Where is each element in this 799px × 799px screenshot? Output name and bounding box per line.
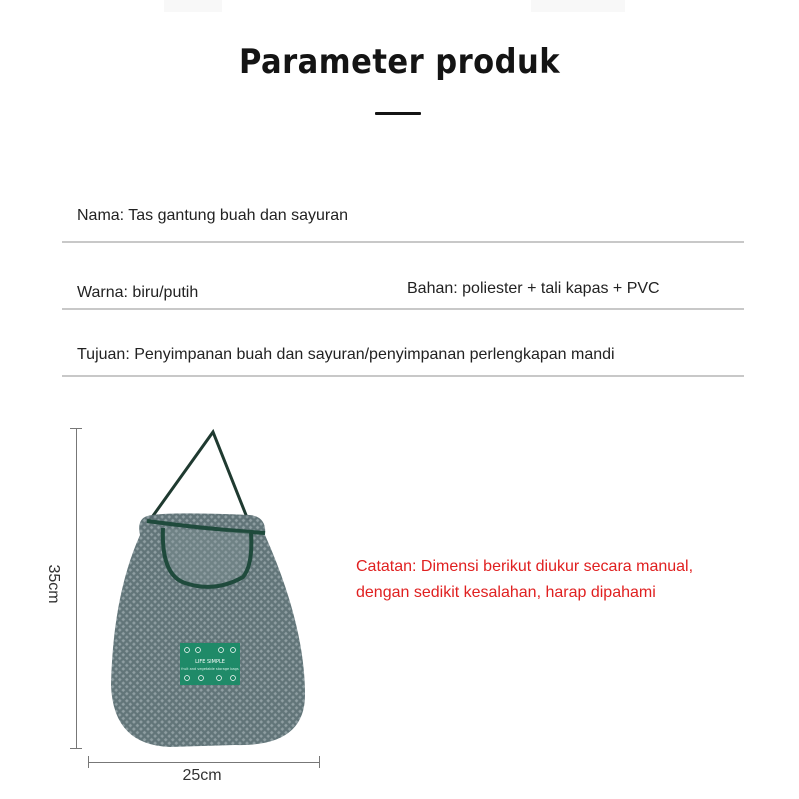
height-dimension-cap-top [70,428,82,429]
page-title: Parameter produk [238,42,561,82]
mesh-bag-image [95,425,320,755]
width-label: 25cm [182,767,222,784]
param-row-name [62,190,744,243]
svg-text:LIFE SIMPLE: LIFE SIMPLE [195,659,225,665]
param-row-color-material [62,266,744,310]
param-purpose: Tujuan: Penyimpanan buah dan sayuran/penyimpanan perlengkapan mandi [77,346,615,363]
measurement-note [356,554,693,606]
top-tab-right [531,0,625,12]
height-dimension-cap-bottom [70,748,82,749]
title-underline [375,112,421,115]
param-color: Warna: biru/putih [77,284,199,301]
top-tab-left [164,0,222,12]
param-row-purpose [62,330,744,377]
width-dimension-cap-left [88,756,89,768]
note-line-1: Catatan: Dimensi berikut diukur secara manual, [356,558,694,575]
height-dimension-line [76,428,77,748]
width-dimension-cap-right [319,756,320,768]
note-line-2: dengan sedikit kesalahan, harap dipahami [356,584,656,601]
param-material: Bahan: poliester + tali kapas + PVC [407,280,660,297]
height-label: 35cm [45,564,62,604]
width-dimension-line [88,762,319,763]
param-name: Nama: Tas gantung buah dan sayuran [77,207,349,224]
svg-text:fruit and vegetable storage ba: fruit and vegetable storage bags [181,667,239,671]
